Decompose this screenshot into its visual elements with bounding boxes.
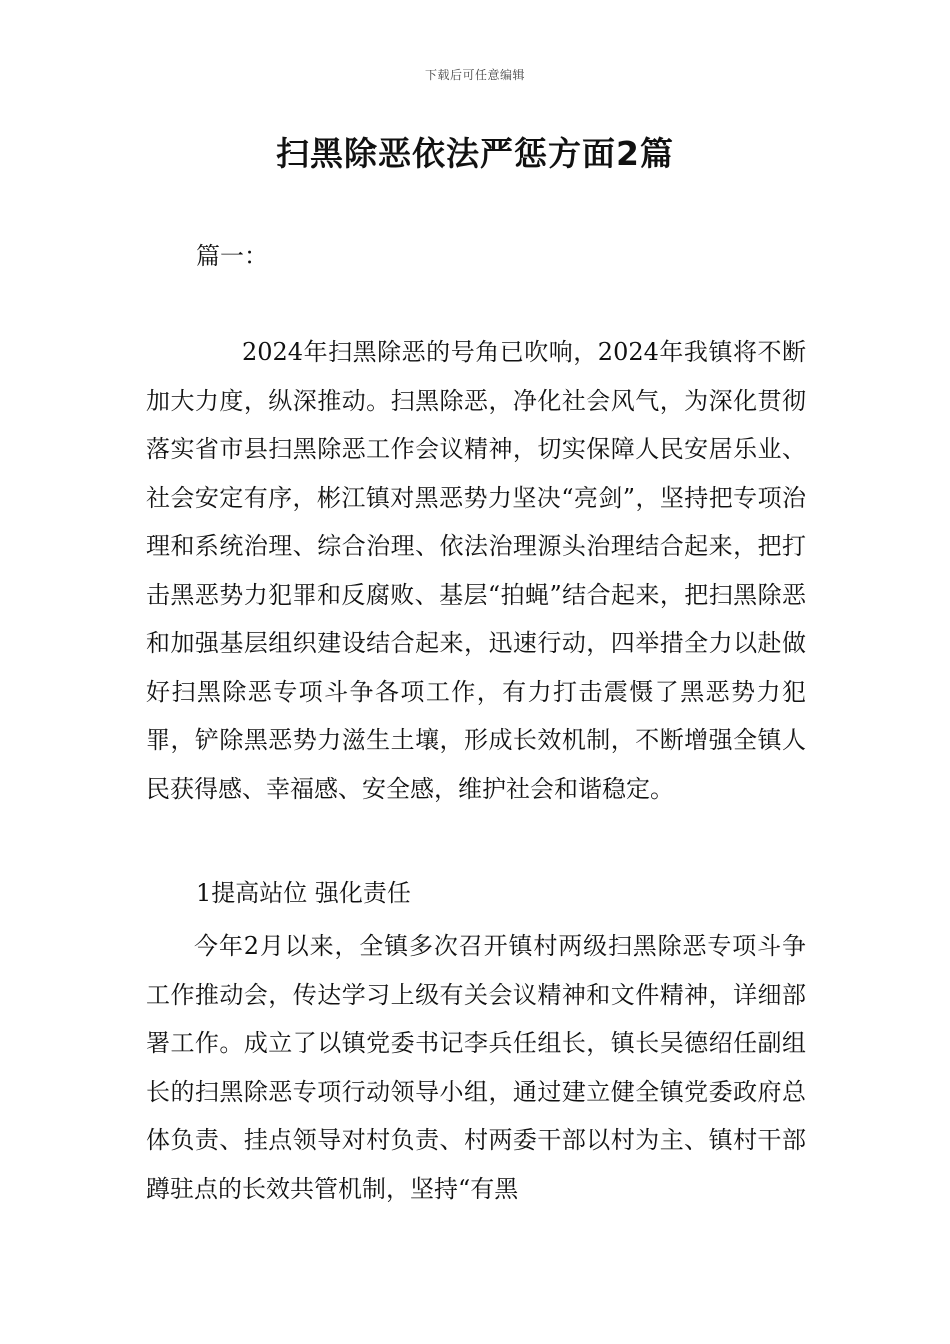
document-title: 扫黑除恶依法严惩方面2篇 [276, 134, 674, 173]
header-note: 下载后可任意编辑 [424, 68, 525, 82]
subheading-1: 1提高站位 强化责任 [196, 879, 411, 907]
paragraph-1: 2024年扫黑除恶的号角已吹响，2024年我镇将不断加大力度，纵深推动。扫黑除恶，净化社会风气，为深化贯彻落实省市县扫黑除恶工作会议精神，切实保障人民安居乐业、社会安定有序，彬江镇对黑恶势力坚决“亮剑”，坚持把专项治理和系统治理、综合治理、依法治理源头治理结合起来，把打击黑恶势力犯罪和反腐败、基层“拍蝇”结合起来，把扫黑除恶和加强基层组织建设结合起来，迅速行动，四举措全力以赴做好扫黑除恶专项斗争各项工作，有力打击震慑了黑恶势力犯罪，铲除黑恶势力滋生土壤，形成长效机制，不断增强全镇人民获得感、幸福感、安全感，维护社会和谐稳定。 [146, 338, 806, 803]
paragraph-2: 今年2月以来，全镇多次召开镇村两级扫黑除恶专项斗争工作推动会，传达学习上级有关会议精神和文件精神，详细部署工作。成立了以镇党委书记李兵任组长，镇长吴德绍任副组长的扫黑除恶专项行动领导小组，通过建立健全镇党委政府总体负责、挂点领导对村负责、村两委干部以村为主、镇村干部蹲驻点的长效共管机制，坚持“有黑 [146, 932, 806, 1203]
section-label: 篇一： [196, 242, 268, 270]
